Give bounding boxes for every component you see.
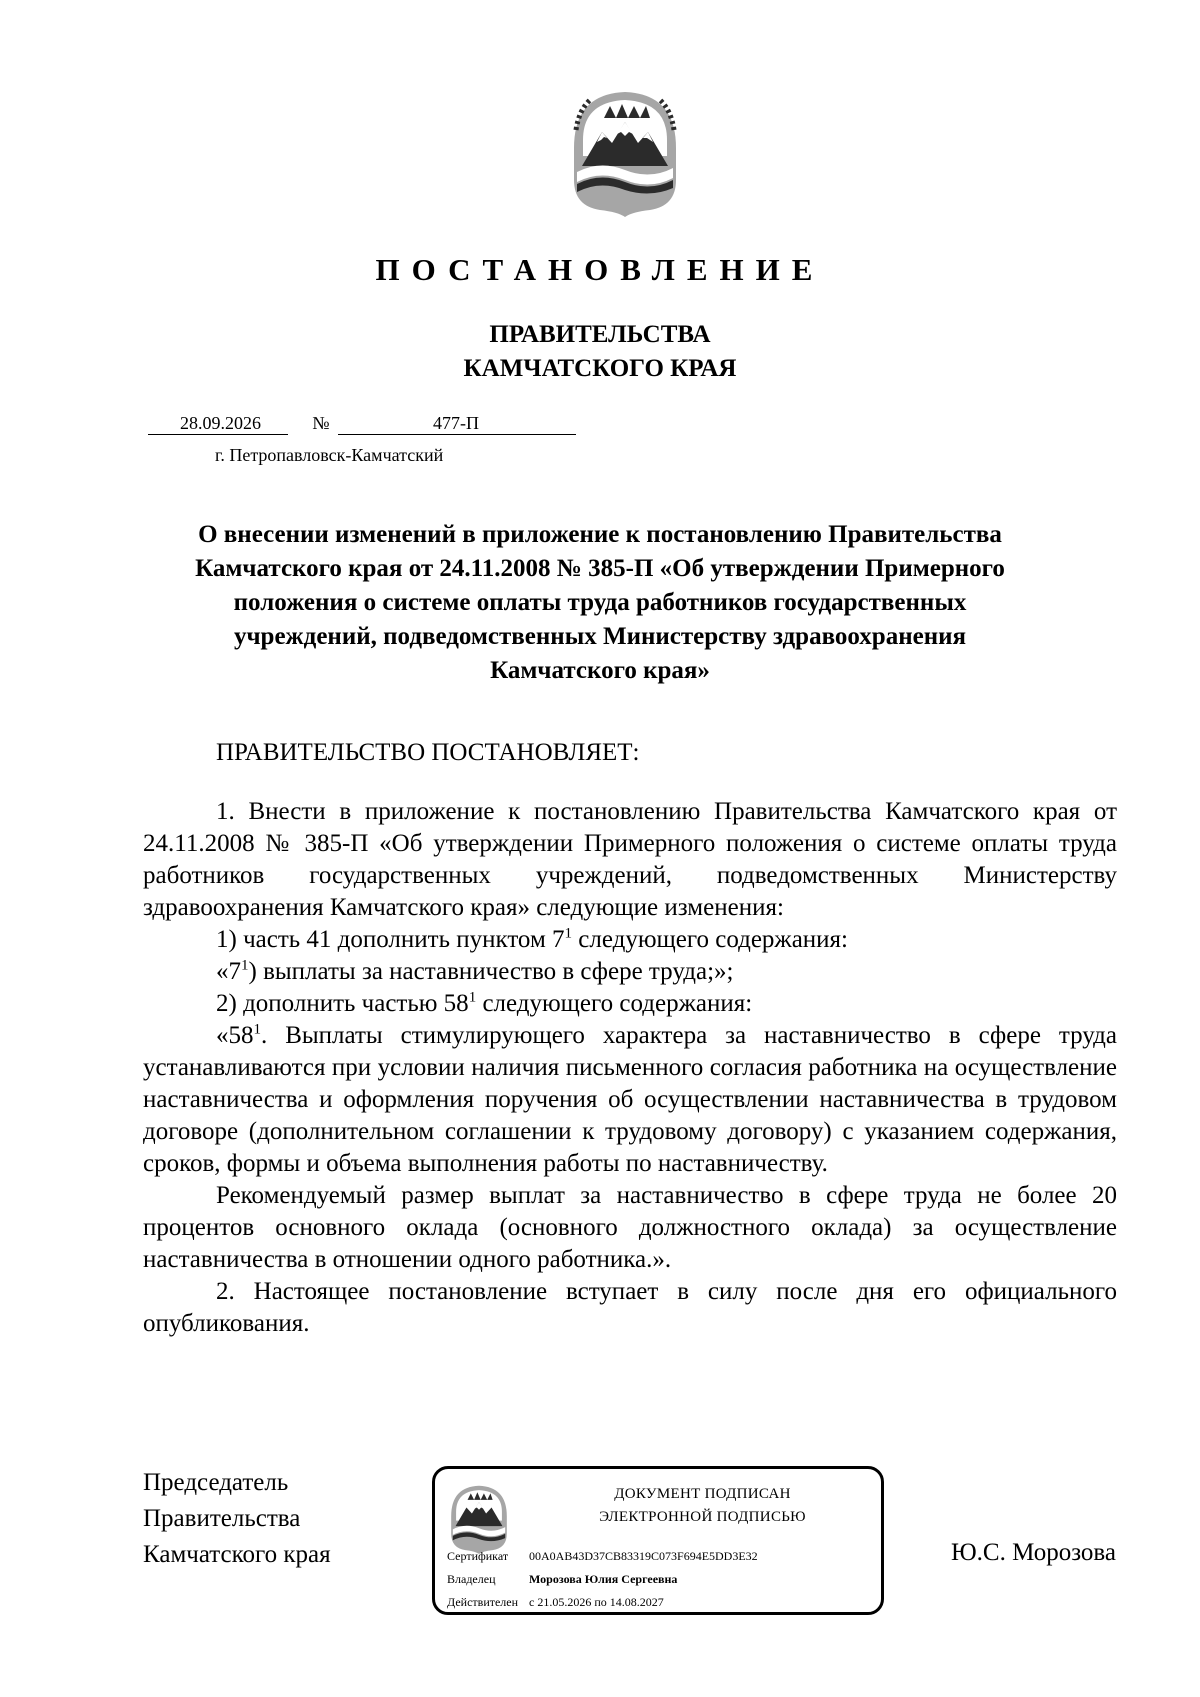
signer-position-line: Правительства	[143, 1505, 301, 1532]
stamp-certificate-row	[447, 1549, 758, 1563]
superscript: 1	[241, 957, 249, 974]
stamp-title	[530, 1483, 875, 1529]
paragraph-2-text-end: следующего содержания:	[572, 926, 848, 953]
document-city: г. Петропавловск-Камчатский	[215, 445, 444, 465]
paragraph-6: Рекомендуемый размер выплат за наставничество в сфере труда не более 20 процентов основного оклада (основного должностного оклада) за осуществление наставничества в отношении одного работника.».	[143, 1182, 1117, 1273]
issuer-line-1: ПРАВИТЕЛЬСТВА	[489, 321, 711, 348]
stamp-title-line-1: ДОКУМЕНТ ПОДПИСАН	[614, 1486, 791, 1502]
paragraph-3	[143, 956, 1117, 988]
validity-value: с 21.05.2026 по 14.08.2027	[529, 1595, 664, 1609]
electronic-signature-stamp	[432, 1466, 884, 1615]
paragraph-4-text: 2) дополнить частью 58	[216, 990, 469, 1017]
document-date: 28.09.2026	[180, 413, 261, 433]
number-sign: №	[312, 413, 330, 433]
subject-line: О внесении изменений в приложение к постановлению Правительства	[198, 521, 1002, 548]
signer-position-line: Камчатского края	[143, 1541, 331, 1568]
owner-label: Владелец	[447, 1572, 496, 1586]
document-subject	[0, 518, 1200, 688]
coat-of-arms-icon	[570, 88, 680, 218]
certificate-label: Сертификат	[447, 1549, 509, 1563]
paragraph-2	[143, 924, 1117, 956]
paragraph-3-text-end: ) выплаты за наставничество в сфере труда;»;	[248, 958, 734, 985]
paragraph-2-text: 1) часть 41 дополнить пунктом 7	[216, 926, 565, 953]
owner-value: Морозова Юлия Сергеевна	[529, 1572, 678, 1586]
issuer-heading	[0, 318, 1200, 386]
paragraph-5-text-end: . Выплаты стимулирующего характера за наставничество в сфере труда устанавливаются при условии наличия письменного согласия работника на осуществление наставничества и оформления поручения об осуществлении наставничества в трудовом договоре (дополнительном соглашении к трудовому договору) с указанием содержания, сроков, формы и объема выполнения работы по наставничеству.	[143, 1022, 1117, 1177]
paragraph-1: 1. Внести в приложение к постановлению Правительства Камчатского края от 24.11.2008 № 385-П «Об утверждении Примерного положения о системе оплаты труда работников государственных учреждений, подведомственных Министерству здравоохранения Камчатского края» следующие изменения:	[143, 798, 1117, 921]
paragraph-3-text: «7	[216, 958, 241, 985]
document-type-heading: ПОСТАНОВЛЕНИЕ	[375, 252, 825, 287]
signer-name: Ю.С. Морозова	[950, 1539, 1116, 1566]
date-underline	[148, 434, 288, 435]
paragraph-5	[143, 1020, 1117, 1180]
stamp-title-line-2: ЭЛЕКТРОННОЙ ПОДПИСЬЮ	[599, 1509, 806, 1525]
subject-line: Камчатского края»	[490, 657, 710, 684]
signer-position	[143, 1465, 331, 1573]
document-body	[143, 796, 1117, 1340]
validity-label: Действителен	[447, 1595, 519, 1609]
decree-statement: ПРАВИТЕЛЬСТВО ПОСТАНОВЛЯЕТ:	[216, 739, 640, 766]
subject-line: учреждений, подведомственных Министерству здравоохранения	[233, 623, 967, 650]
stamp-coat-of-arms-icon	[449, 1483, 509, 1555]
certificate-value: 00A0AB43D37CB83319C073F694E5DD3E32	[529, 1549, 758, 1563]
paragraph-4-text-end: следующего содержания:	[476, 990, 753, 1017]
paragraph-4	[143, 988, 1117, 1020]
stamp-validity-row	[447, 1595, 664, 1609]
document-number: 477-П	[433, 413, 479, 433]
superscript: 1	[468, 989, 477, 1006]
paragraph-5-text: «58	[216, 1022, 254, 1049]
superscript: 1	[564, 925, 573, 942]
subject-line: Камчатского края от 24.11.2008 № 385-П «Об утверждении Примерного	[195, 555, 1005, 582]
subject-line: положения о системе оплаты труда работников государственных	[233, 589, 967, 616]
issuer-line-2: КАМЧАТСКОГО КРАЯ	[463, 355, 737, 382]
superscript: 1	[253, 1021, 261, 1038]
signer-position-line: Председатель	[143, 1469, 289, 1496]
stamp-owner-row	[447, 1572, 677, 1586]
number-underline	[338, 434, 576, 435]
paragraph-7: 2. Настоящее постановление вступает в силу после дня его официального опубликования.	[143, 1278, 1117, 1337]
